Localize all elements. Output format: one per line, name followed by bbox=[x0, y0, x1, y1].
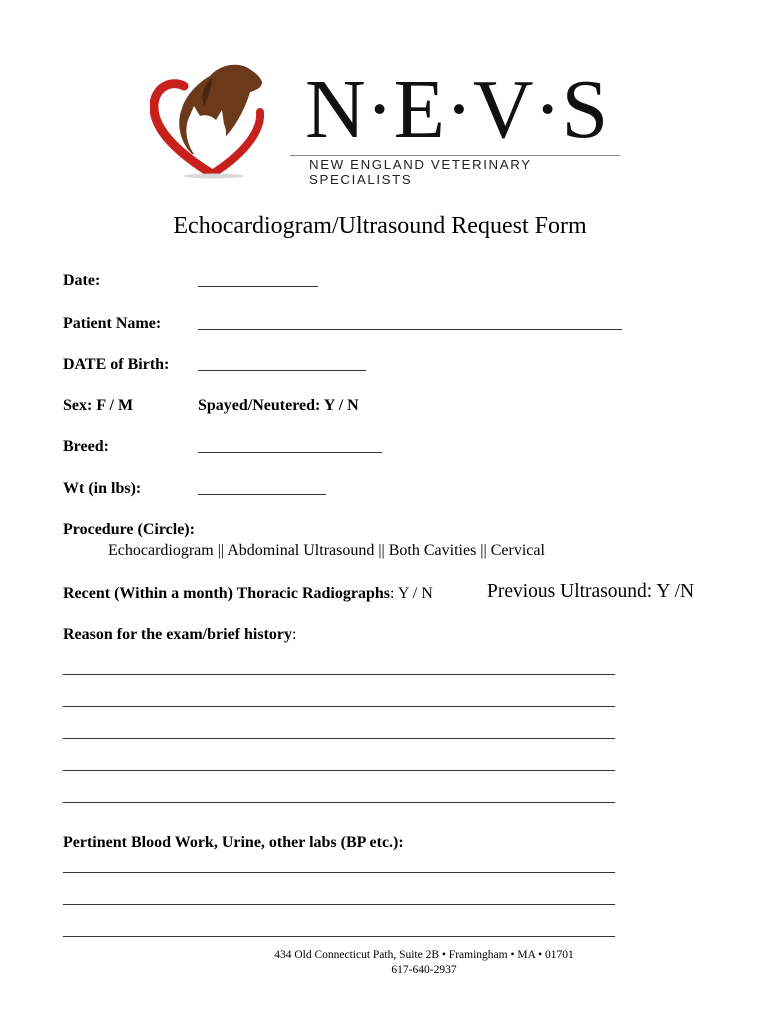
reason-line[interactable]: _____________________________________________________________________ bbox=[63, 724, 615, 741]
bloodwork-line[interactable]: _____________________________________________________________________ bbox=[63, 858, 615, 875]
bloodwork-label: Pertinent Blood Work, Urine, other labs (BP etc.): bbox=[63, 834, 404, 851]
breed-label: Breed: bbox=[63, 438, 109, 455]
footer-phone: 617-640-2937 bbox=[391, 964, 457, 976]
spayed-neutered-label[interactable]: Spayed/Neutered: Y / N bbox=[198, 397, 359, 414]
nevs-logo bbox=[150, 62, 620, 187]
logo-divider bbox=[290, 155, 620, 156]
bloodwork-line[interactable]: _____________________________________________________________________ bbox=[63, 922, 615, 939]
procedure-options[interactable]: Echocardiogram || Abdominal Ultrasound || Both Cavities || Cervical bbox=[108, 542, 545, 559]
sex-label[interactable]: Sex: F / M bbox=[63, 397, 134, 414]
reason-line[interactable]: _____________________________________________________________________ bbox=[63, 660, 615, 677]
breed-blank[interactable]: _______________________ bbox=[198, 438, 382, 455]
heart-pet-logo-icon bbox=[150, 62, 290, 182]
footer-address: 434 Old Connecticut Path, Suite 2B • Framingham • MA • 01701 bbox=[274, 949, 574, 961]
date-label: Date: bbox=[63, 272, 101, 289]
reason-line[interactable]: _____________________________________________________________________ bbox=[63, 788, 615, 805]
procedure-label: Procedure (Circle): bbox=[63, 521, 195, 538]
bloodwork-line[interactable]: _____________________________________________________________________ bbox=[63, 890, 615, 907]
weight-blank[interactable]: ________________ bbox=[198, 480, 326, 497]
logo-wordmark: N·E·V·S bbox=[305, 63, 609, 156]
dob-blank[interactable]: _____________________ bbox=[198, 356, 366, 373]
reason-line[interactable]: _____________________________________________________________________ bbox=[63, 756, 615, 773]
reason-label: Reason for the exam/brief history: bbox=[63, 626, 297, 643]
radiographs-value: : Y / N bbox=[389, 585, 433, 602]
weight-label: Wt (in lbs): bbox=[63, 480, 142, 497]
dob-label: DATE of Birth: bbox=[63, 356, 170, 373]
patient-name-label: Patient Name: bbox=[63, 315, 162, 332]
previous-ultrasound[interactable]: Previous Ultrasound: Y /N bbox=[487, 581, 695, 602]
logo-subtitle: NEW ENGLAND VETERINARY SPECIALISTS bbox=[309, 157, 532, 187]
reason-line[interactable]: _____________________________________________________________________ bbox=[63, 692, 615, 709]
form-title: Echocardiogram/Ultrasound Request Form bbox=[173, 213, 587, 239]
date-blank[interactable]: _______________ bbox=[198, 272, 318, 289]
radiographs-line[interactable] bbox=[63, 585, 433, 603]
radiographs-label: Recent (Within a month) Thoracic Radiographs bbox=[63, 585, 390, 602]
patient-name-blank[interactable]: _____________________________________________________ bbox=[198, 315, 622, 332]
